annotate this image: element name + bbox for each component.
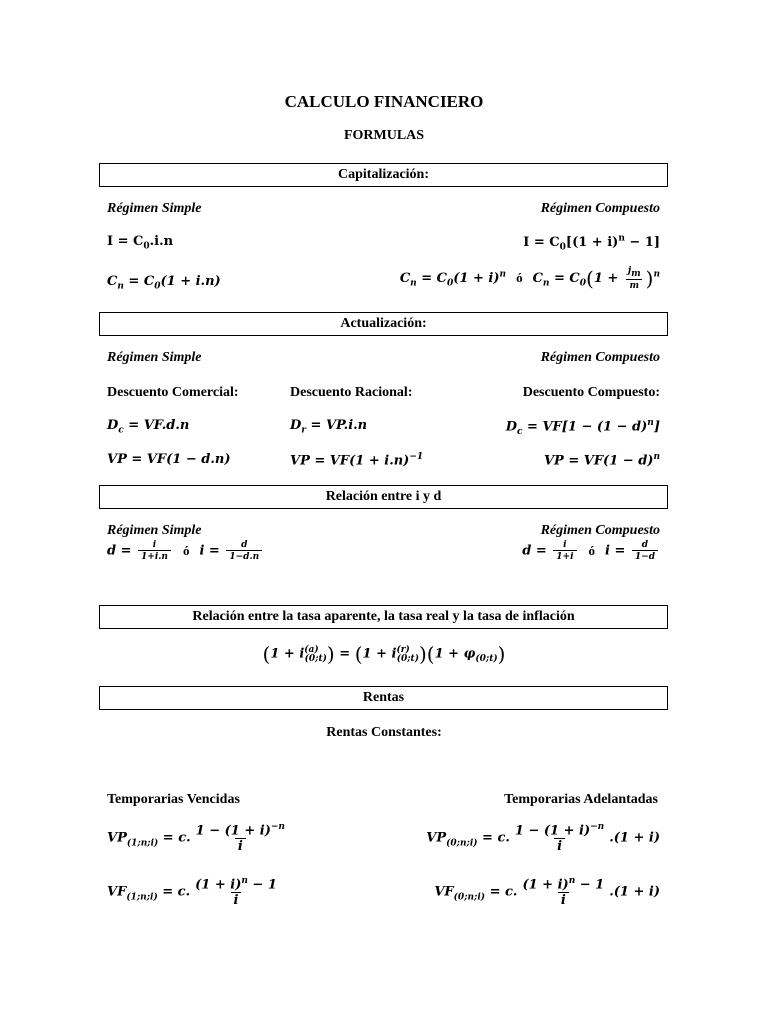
- formula-interes-simple: $I = C_0.i.n$: [107, 234, 174, 252]
- label-descuento-comercial: Descuento Comercial:: [107, 385, 239, 400]
- formula-capital-compuesto: $C_n = C_0(1 + i)^n$ ó $C_n = C_0(1$ + $\frac{j_m}{m}$ )$^n$: [399, 266, 660, 291]
- formula-dc-comercial: $D_c = VF.d.n$: [107, 418, 190, 436]
- section-relacion-tasas: Relación entre la tasa aparente, la tasa real y la tasa de inflación: [99, 605, 668, 629]
- formula-vp-adelantadas: $VP_{(0;n;i)} = c$. $\frac{1 - (1 + i)^{-n}}{i}$ .(1 + i): [426, 822, 660, 855]
- conj-o: ó: [588, 542, 595, 558]
- formula-vp-comercial: VP = VF(1 − d.n): [107, 452, 231, 467]
- label-regimen-simple: Régimen Simple: [107, 523, 202, 538]
- formula-vf-adelantadas: $VF_{(0;n;i)} = c$. $\frac{(1 + i)^n - 1}{i}$ .(1 + i): [434, 876, 660, 909]
- label-temporarias-vencidas: Temporarias Vencidas: [107, 792, 240, 807]
- label-regimen-simple: Régimen Simple: [107, 350, 202, 365]
- section-relacion-id: Relación entre i y d: [99, 485, 668, 509]
- section-rentas: Rentas: [99, 686, 668, 710]
- page-subtitle: FORMULAS: [343, 128, 425, 143]
- conj-o: ó: [516, 269, 523, 285]
- section-capitalizacion: Capitalización:: [99, 163, 668, 187]
- formula-dc-compuesto: $D_c = VF[1 - (1 - d)^n]$: [505, 418, 660, 437]
- formula-vp-vencidas: $VP_{(1;n;i)} = c$. $\frac{1 - (1 + i)^{-n}}{i}$: [107, 822, 285, 855]
- label-rentas-constantes: Rentas Constantes:: [326, 725, 442, 740]
- formula-dr-racional: $D_r = VP.i.n$: [290, 418, 368, 436]
- label-descuento-racional: Descuento Racional:: [290, 385, 413, 400]
- label-regimen-compuesto: Régimen Compuesto: [540, 350, 660, 365]
- page-title: CALCULO FINANCIERO: [284, 92, 484, 111]
- conj-o: ó: [182, 542, 190, 558]
- label-regimen-compuesto: Régimen Compuesto: [540, 201, 660, 216]
- label-regimen-compuesto: Régimen Compuesto: [540, 523, 660, 538]
- formula-capital-simple: $C_n = C_0(1 + i.n)$: [107, 274, 221, 292]
- label-descuento-compuesto: Descuento Compuesto:: [522, 385, 660, 400]
- formula-vf-vencidas: $VF_{(1;n;i)} = c$. $\frac{(1 + i)^n - 1}{i}$: [107, 876, 277, 909]
- formula-d-i-compuesto: d = $\frac{i}{1+i}$ ó i = $\frac{d}{1-d}$: [522, 540, 660, 562]
- formula-vp-compuesto: VP = $VF(1 - d)^n$: [543, 452, 660, 469]
- formula-vp-racional: VP = $VF(1 + i.n)^{-1}$: [290, 452, 424, 469]
- label-regimen-simple: Régimen Simple: [107, 201, 202, 216]
- formula-tasas: $(1 + i^{(a)}_{(0;t)}) = (1 + i^{(r)}_{(0;t)})(1 + \varphi_{(0;t)})$: [262, 642, 506, 666]
- formula-interes-compuesto: $I = C_0[(1 + i)^n - 1]$: [523, 234, 660, 253]
- label-temporarias-adelantadas: Temporarias Adelantadas: [504, 792, 658, 807]
- section-actualizacion: Actualización:: [99, 312, 668, 336]
- formula-d-i-simple: d = $\frac{i}{1+i.n}$ ó i = $\frac{d}{1-d.n}$: [107, 540, 264, 562]
